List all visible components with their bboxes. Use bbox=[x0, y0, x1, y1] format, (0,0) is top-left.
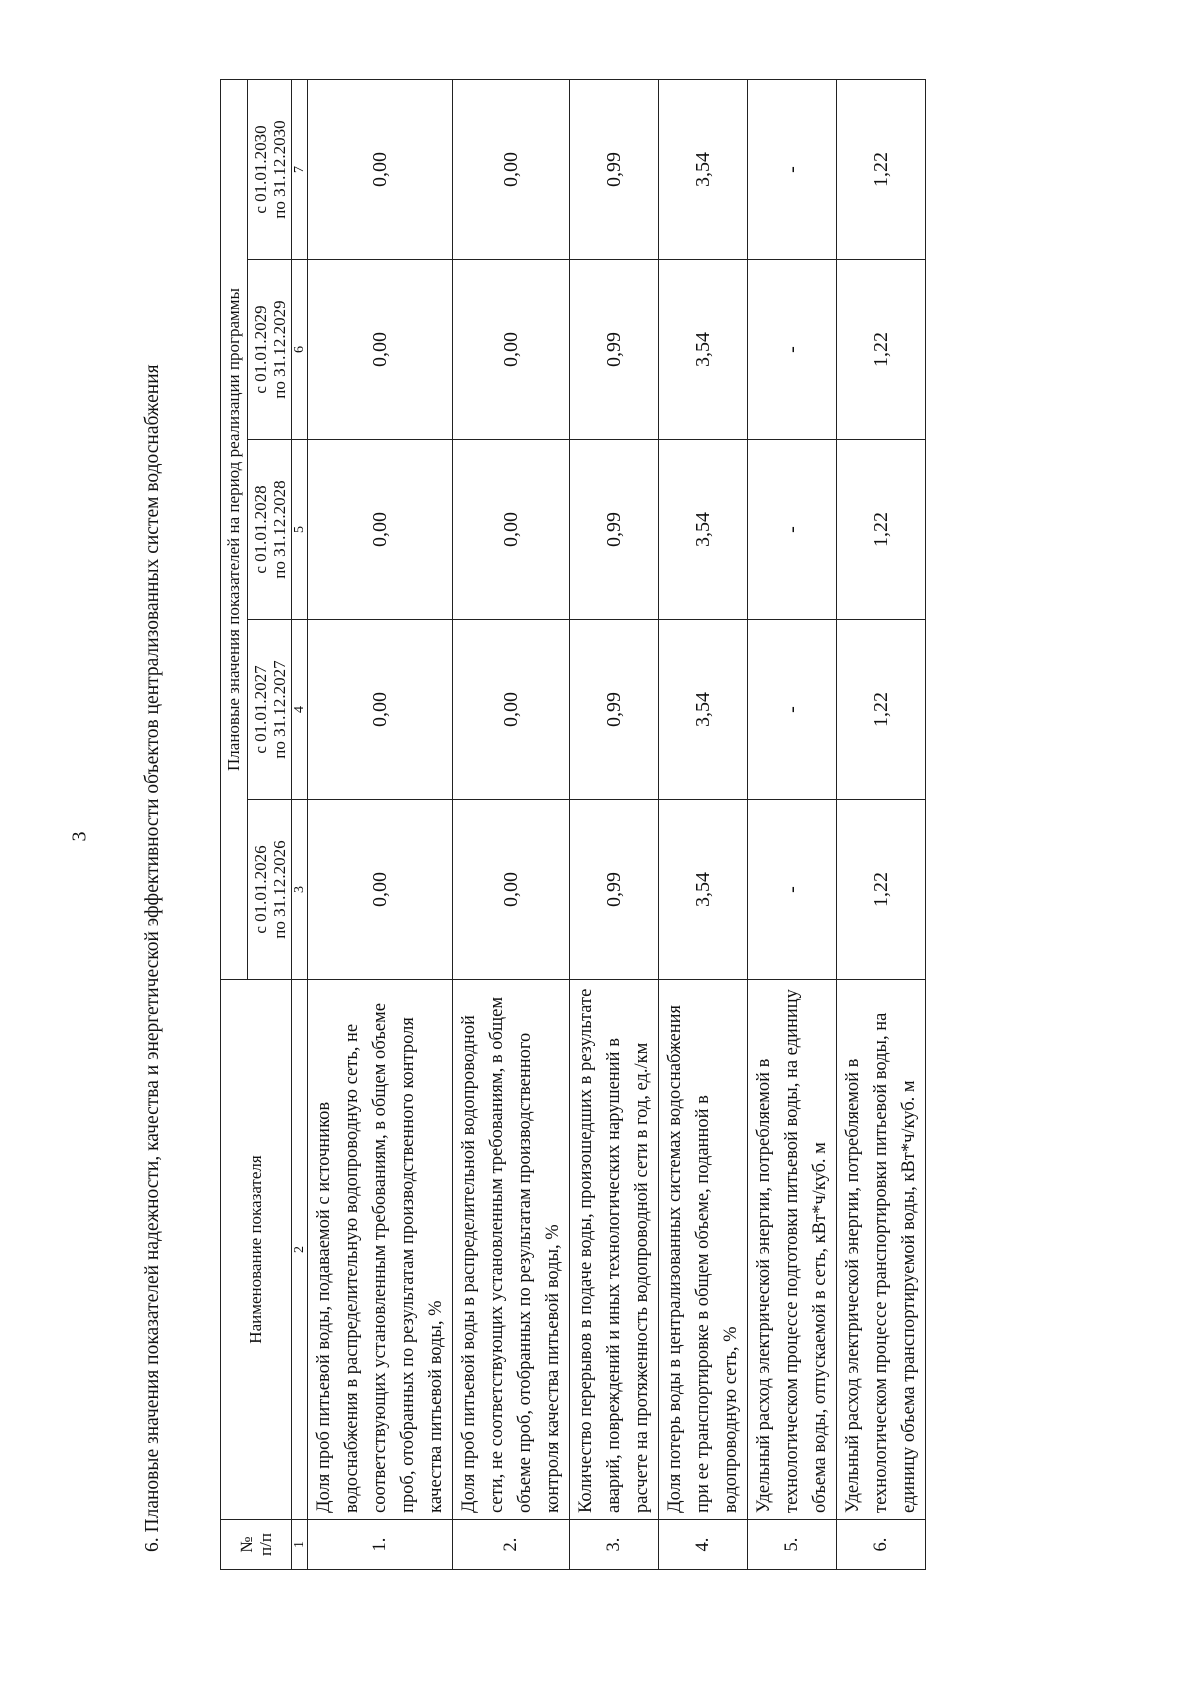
table-row bbox=[453, 80, 570, 1570]
plan-value: 3,54 bbox=[659, 800, 748, 980]
plan-value: 0,99 bbox=[570, 260, 659, 440]
plan-value: 1,22 bbox=[837, 620, 926, 800]
plan-value: - bbox=[748, 80, 837, 260]
header-period-2029: с 01.01.2029 по 31.12.2029 bbox=[248, 260, 292, 440]
plan-value: 0,00 bbox=[453, 620, 570, 800]
row-number: 6. bbox=[837, 1520, 926, 1570]
plan-value: 0,00 bbox=[453, 80, 570, 260]
plan-value: - bbox=[748, 440, 837, 620]
plan-value: 1,22 bbox=[837, 80, 926, 260]
plan-value: 1,22 bbox=[837, 800, 926, 980]
plan-value: 0,00 bbox=[308, 800, 453, 980]
table-row bbox=[748, 80, 837, 1570]
row-number: 1. bbox=[308, 1520, 453, 1570]
plan-value: 0,99 bbox=[570, 80, 659, 260]
plan-value: - bbox=[748, 800, 837, 980]
header-plan-values: Плановые значения показателей на период реализации программы bbox=[221, 80, 248, 980]
table-row bbox=[308, 80, 453, 1570]
plan-value: 3,54 bbox=[659, 80, 748, 260]
table-row bbox=[659, 80, 748, 1570]
plan-value: 3,54 bbox=[659, 620, 748, 800]
plan-value: 0,00 bbox=[308, 80, 453, 260]
plan-value: 1,22 bbox=[837, 260, 926, 440]
table-row bbox=[837, 80, 926, 1570]
plan-value: 1,22 bbox=[837, 440, 926, 620]
row-number: 4. bbox=[659, 1520, 748, 1570]
plan-value: 0,00 bbox=[308, 260, 453, 440]
plan-value: 0,99 bbox=[570, 440, 659, 620]
plan-value: 0,00 bbox=[453, 440, 570, 620]
indicator-name: Доля потерь воды в централизованных системах водоснабжения при ее транспортировке в общем объеме, поданной в водопроводную сеть, % bbox=[659, 980, 748, 1520]
table-row bbox=[570, 80, 659, 1570]
header-period-2027: с 01.01.2027 по 31.12.2027 bbox=[248, 620, 292, 800]
column-number: 7 bbox=[292, 80, 308, 260]
plan-value: - bbox=[748, 620, 837, 800]
column-number: 3 bbox=[292, 800, 308, 980]
header-number: № п/п bbox=[221, 1520, 292, 1570]
plan-value: 0,00 bbox=[308, 620, 453, 800]
column-number: 1 bbox=[292, 1520, 308, 1570]
row-number: 5. bbox=[748, 1520, 837, 1570]
indicator-name: Доля проб питьевой воды в распределительной водопроводной сети, не соответствующих установленным требованиям, в общем объеме проб, отобранных по результатам производственного контроля качества питьевой воды, % bbox=[453, 980, 570, 1520]
column-number: 2 bbox=[292, 980, 308, 1520]
plan-value: - bbox=[748, 260, 837, 440]
column-number: 6 bbox=[292, 260, 308, 440]
column-number: 5 bbox=[292, 440, 308, 620]
plan-value: 0,99 bbox=[570, 620, 659, 800]
indicator-name: Доля проб питьевой воды, подаваемой с источников водоснабжения в распределительную водопроводную сеть, не соответствующих установленным требованиям, в общем объеме проб, отобранных по результатам производственного контроля качества питьевой воды, % bbox=[308, 980, 453, 1520]
rotated-content bbox=[140, 70, 1200, 1590]
section-heading: 6. Плановые значения показателей надежности, качества и энергетической эффективности объектов централизованных систем водоснабжения bbox=[142, 364, 163, 1552]
row-number: 2. bbox=[453, 1520, 570, 1570]
plan-value: 3,54 bbox=[659, 260, 748, 440]
indicator-name: Удельный расход электрической энергии, потребляемой в технологическом процессе транспортировки питьевой воды, на единицу объема транспортируемой воды, кВт*ч/куб. м bbox=[837, 980, 926, 1520]
row-number: 3. bbox=[570, 1520, 659, 1570]
header-period-2030: с 01.01.2030 по 31.12.2030 bbox=[248, 80, 292, 260]
header-period-2026: с 01.01.2026 по 31.12.2026 bbox=[248, 800, 292, 980]
plan-value: 0,00 bbox=[453, 260, 570, 440]
indicators-table bbox=[220, 79, 926, 1570]
page-number: 3 bbox=[68, 831, 91, 842]
plan-value: 0,99 bbox=[570, 800, 659, 980]
header-indicator-name: Наименование показателя bbox=[221, 980, 292, 1520]
plan-value: 0,00 bbox=[308, 440, 453, 620]
indicator-name: Удельный расход электрической энергии, потребляемой в технологическом процессе подготовки питьевой воды, на единицу объема воды, отпускаемой в сеть, кВт*ч/куб. м bbox=[748, 980, 837, 1520]
plan-value: 3,54 bbox=[659, 440, 748, 620]
indicator-name: Количество перерывов в подаче воды, произошедших в результате аварий, повреждений и иных технологических нарушений в расчете на протяженность водопроводной сети в год, ед./км bbox=[570, 980, 659, 1520]
header-period-2028: с 01.01.2028 по 31.12.2028 bbox=[248, 440, 292, 620]
plan-value: 0,00 bbox=[453, 800, 570, 980]
column-number: 4 bbox=[292, 620, 308, 800]
